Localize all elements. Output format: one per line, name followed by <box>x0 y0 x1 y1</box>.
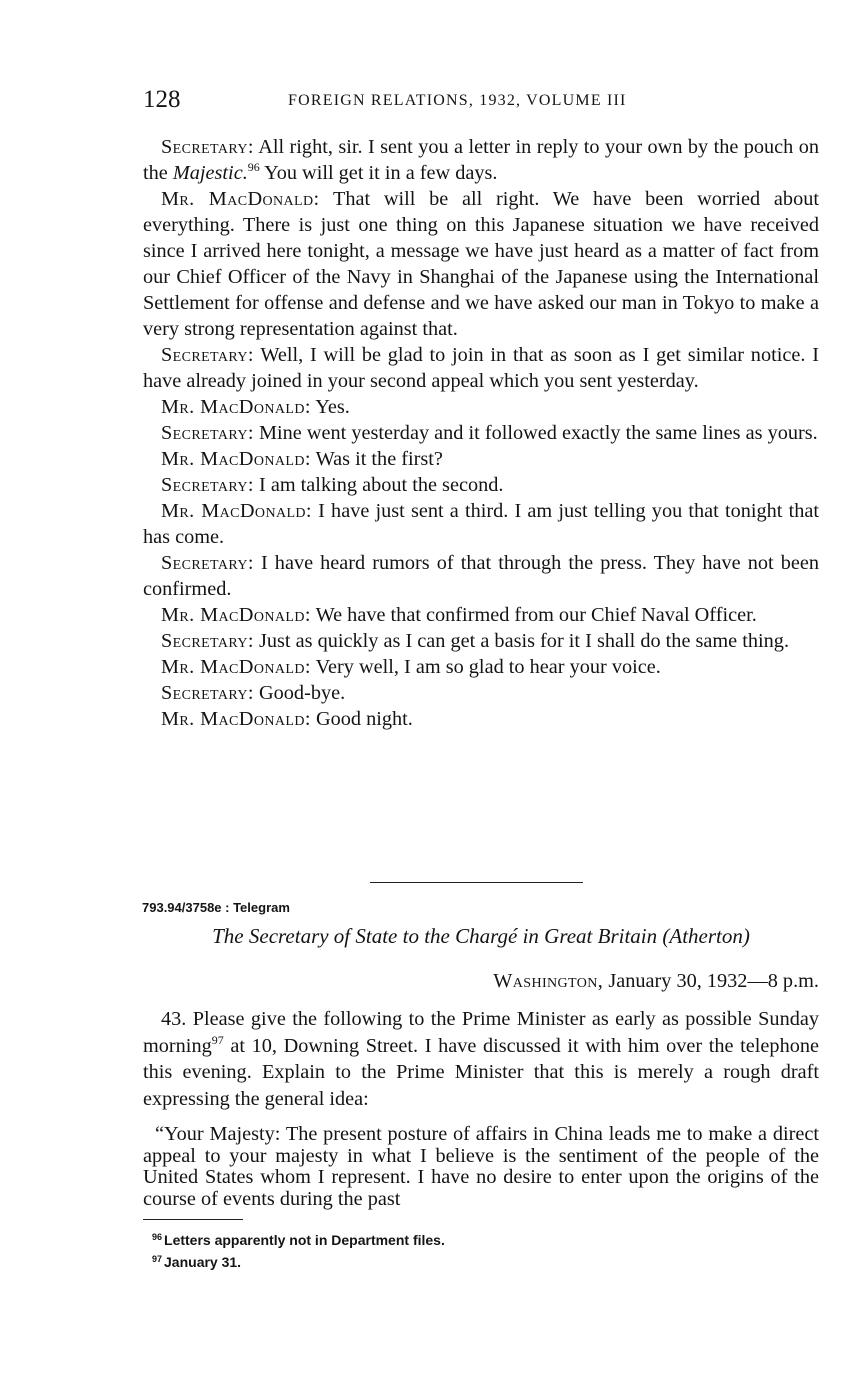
speaker-name: Mr. MacDonald: <box>161 604 311 626</box>
dialogue-line <box>143 680 819 706</box>
speaker-name: Secretary: <box>161 474 254 496</box>
dialogue-text: Well, I will be glad to join in that as soon as I get similar notice. I have already joined in your second appeal which you sent yesterday. <box>143 344 819 392</box>
dialogue-text: I have just sent a third. I am just telling you that tonight that has come. <box>143 500 820 548</box>
dialogue-line <box>143 472 819 498</box>
dialogue-text: You will get it in a few days. <box>259 162 498 184</box>
dialogue-line <box>143 550 819 602</box>
footnote-text: Letters apparently not in Department files. <box>164 1232 445 1248</box>
dateline-date: January 30, 1932—8 p.m. <box>608 970 819 992</box>
dialogue-line <box>143 706 819 732</box>
body-paragraph <box>143 1006 819 1112</box>
telephone-transcript <box>143 134 819 732</box>
file-reference: 793.94/3758e : Telegram <box>142 900 290 915</box>
body-text: 43. Please give the following to the Prime Minister as early as possible Sunday morning <box>143 1008 819 1057</box>
dialogue-line <box>143 134 819 186</box>
dialogue-text: Good-bye. <box>259 682 346 704</box>
speaker-name: Mr. MacDonald: <box>161 656 311 678</box>
footnote <box>152 1228 445 1250</box>
dialogue-text: Was it the first? <box>315 448 443 470</box>
dialogue-line <box>143 654 819 680</box>
dialogue-line <box>143 394 819 420</box>
dialogue-line <box>143 602 819 628</box>
speaker-name: Secretary: <box>161 344 254 366</box>
footnote <box>152 1250 445 1272</box>
speaker-name: Secretary: <box>161 682 254 704</box>
dialogue-text: We have that confirmed from our Chief Naval Officer. <box>315 604 757 626</box>
dialogue-text: That will be all right. We have been worried about everything. There is just one thing on this Japanese situation we have received since I arrived here tonight, a message we have just heard as a matter of fact from our Chief Officer of the Navy in Shanghai of the Japanese using the International Settlement for offense and defense and we have asked our man in Tokyo to make a very strong representation against that. <box>143 188 819 340</box>
page-header <box>143 86 818 116</box>
speaker-name: Mr. MacDonald: <box>161 448 311 470</box>
speaker-name: Secretary: <box>161 630 254 652</box>
dialogue-line <box>143 446 819 472</box>
dialogue-line <box>143 420 819 446</box>
footnote-ref: 97 <box>211 1032 224 1047</box>
dialogue-text: I am talking about the second. <box>259 474 504 496</box>
dialogue-text: Yes. <box>315 396 350 418</box>
body-text: at 10, Downing Street. I have discussed it with him over the telephone this evening. Explain to the Prime Minister that this is merely a rough draft expressing the general idea: <box>143 1034 819 1110</box>
quoted-message <box>143 1124 819 1210</box>
speaker-name: Mr. MacDonald: <box>161 396 311 418</box>
speaker-name: Secretary: <box>161 136 254 158</box>
dialogue-text: Good night. <box>315 708 413 730</box>
quote-paragraph: “Your Majesty: The present posture of affairs in China leads me to make a direct appeal to your majesty in what I believe is the sentiment of the people of the United States whom I represent. I have no desire to enter upon the origins of the course of events during the past <box>143 1123 819 1210</box>
dialogue-line <box>143 186 819 342</box>
dialogue-text: Mine went yesterday and it followed exactly the same lines as yours. <box>259 422 818 444</box>
dateline-place: Washington, <box>493 970 604 992</box>
dialogue-line <box>143 628 819 654</box>
dialogue-line <box>143 498 819 550</box>
document-title: The Secretary of State to the Chargé in Great Britain (Atherton) <box>212 924 750 948</box>
footnotes <box>152 1228 445 1272</box>
dialogue-text: I have heard rumors of that through the press. They have not been confirmed. <box>143 552 819 600</box>
speaker-name: Secretary: <box>161 552 254 574</box>
section-divider <box>370 882 583 883</box>
footnote-divider <box>143 1219 243 1220</box>
speaker-name: Mr. MacDonald: <box>161 188 320 210</box>
footnote-text: January 31. <box>164 1254 242 1270</box>
footnote-mark: 97 <box>152 1254 163 1264</box>
running-title: FOREIGN RELATIONS, 1932, VOLUME III <box>288 92 627 109</box>
footnote-mark: 96 <box>152 1232 163 1242</box>
speaker-name: Mr. MacDonald: <box>161 500 312 522</box>
telegram-body <box>143 1006 819 1112</box>
page-number: 128 <box>143 86 181 113</box>
dateline <box>493 970 819 993</box>
speaker-name: Mr. MacDonald: <box>161 708 311 730</box>
footnote-ref: 96 <box>247 160 260 175</box>
dialogue-text: Very well, I am so glad to hear your voice. <box>315 656 661 678</box>
dialogue-line <box>143 342 819 394</box>
dialogue-text: Just as quickly as I can get a basis for it I shall do the same thing. <box>259 630 790 652</box>
ship-name: Majestic. <box>172 162 248 184</box>
speaker-name: Secretary: <box>161 422 254 444</box>
dialogue-text: All right, sir. I sent you a letter in reply to your own by the pouch on the <box>143 136 820 184</box>
